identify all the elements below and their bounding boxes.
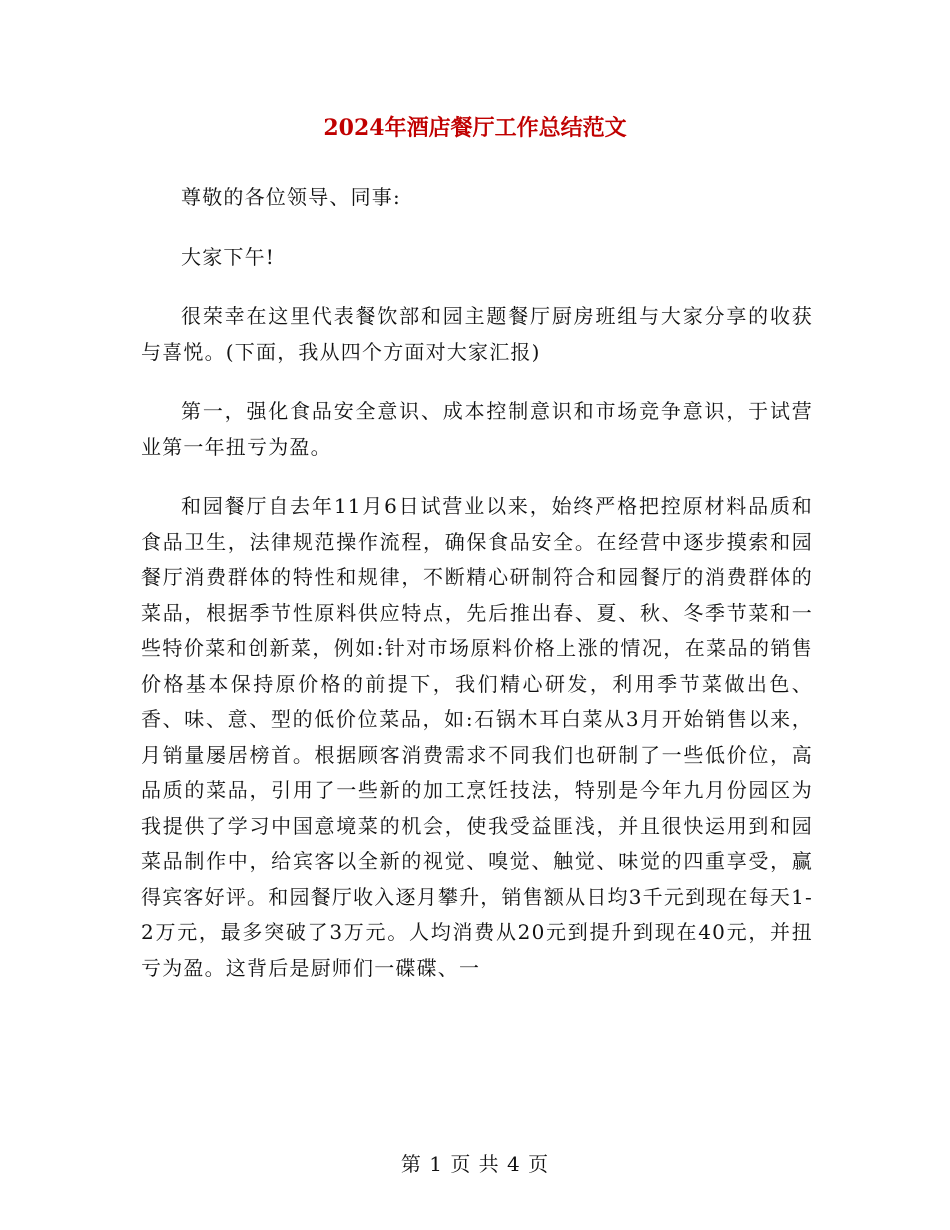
paragraph-section-one-body: 和园餐厅自去年11月6日试营业以来，始终严格把控原材料品质和食品卫生，法律规范操作流程，确保食品安全。在经营中逐步摸索和园餐厅消费群体的特性和规律，不断精心研制符合和园餐厅的消费群体的菜品，根据季节性原料供应特点，先后推出春、夏、秋、冬季节菜和一些特价菜和创新菜，例如:针对市场原料价格上涨的情况，在菜品的销售价格基本保持原价格的前提下，我们精心研发，利用季节菜做出色、香、味、意、型的低价位菜品，如:石锅木耳白菜从3月开始销售以来，月销量屡居榜首。根据顾客消费需求不同我们也研制了一些低价位，高品质的菜品，引用了一些新的加工烹饪技法，特别是今年九月份园区为我提供了学习中国意境菜的机会，使我受益匪浅，并且很快运用到和园菜品制作中，给宾客以全新的视觉、嗅觉、触觉、味觉的四重享受，赢得宾客好评。和园餐厅收入逐月攀升，销售额从日均3千元到现在每天1-2万元，最多突破了3万元。人均消费从20元到提升到现在40元，并扭亏为盈。这背后是厨师们一碟碟、一 bbox=[141, 494, 813, 980]
page-footer: 第 1 页 共 4 页 bbox=[400, 1152, 550, 1176]
paragraph-salutation: 尊敬的各位领导、同事: bbox=[181, 185, 401, 209]
document-body bbox=[141, 180, 813, 1010]
paragraph-greeting: 大家下午! bbox=[181, 244, 276, 269]
paragraph-section-one-heading: 第一，强化食品安全意识、成本控制意识和市场竞争意识，于试营业第一年扭亏为盈。 bbox=[141, 399, 813, 459]
document-title: 2024年酒店餐厅工作总结范文 bbox=[323, 115, 627, 141]
paragraph-intro: 很荣幸在这里代表餐饮部和园主题餐厅厨房班组与大家分享的收获与喜悦。(下面，我从四个方面对大家汇报) bbox=[141, 304, 813, 364]
